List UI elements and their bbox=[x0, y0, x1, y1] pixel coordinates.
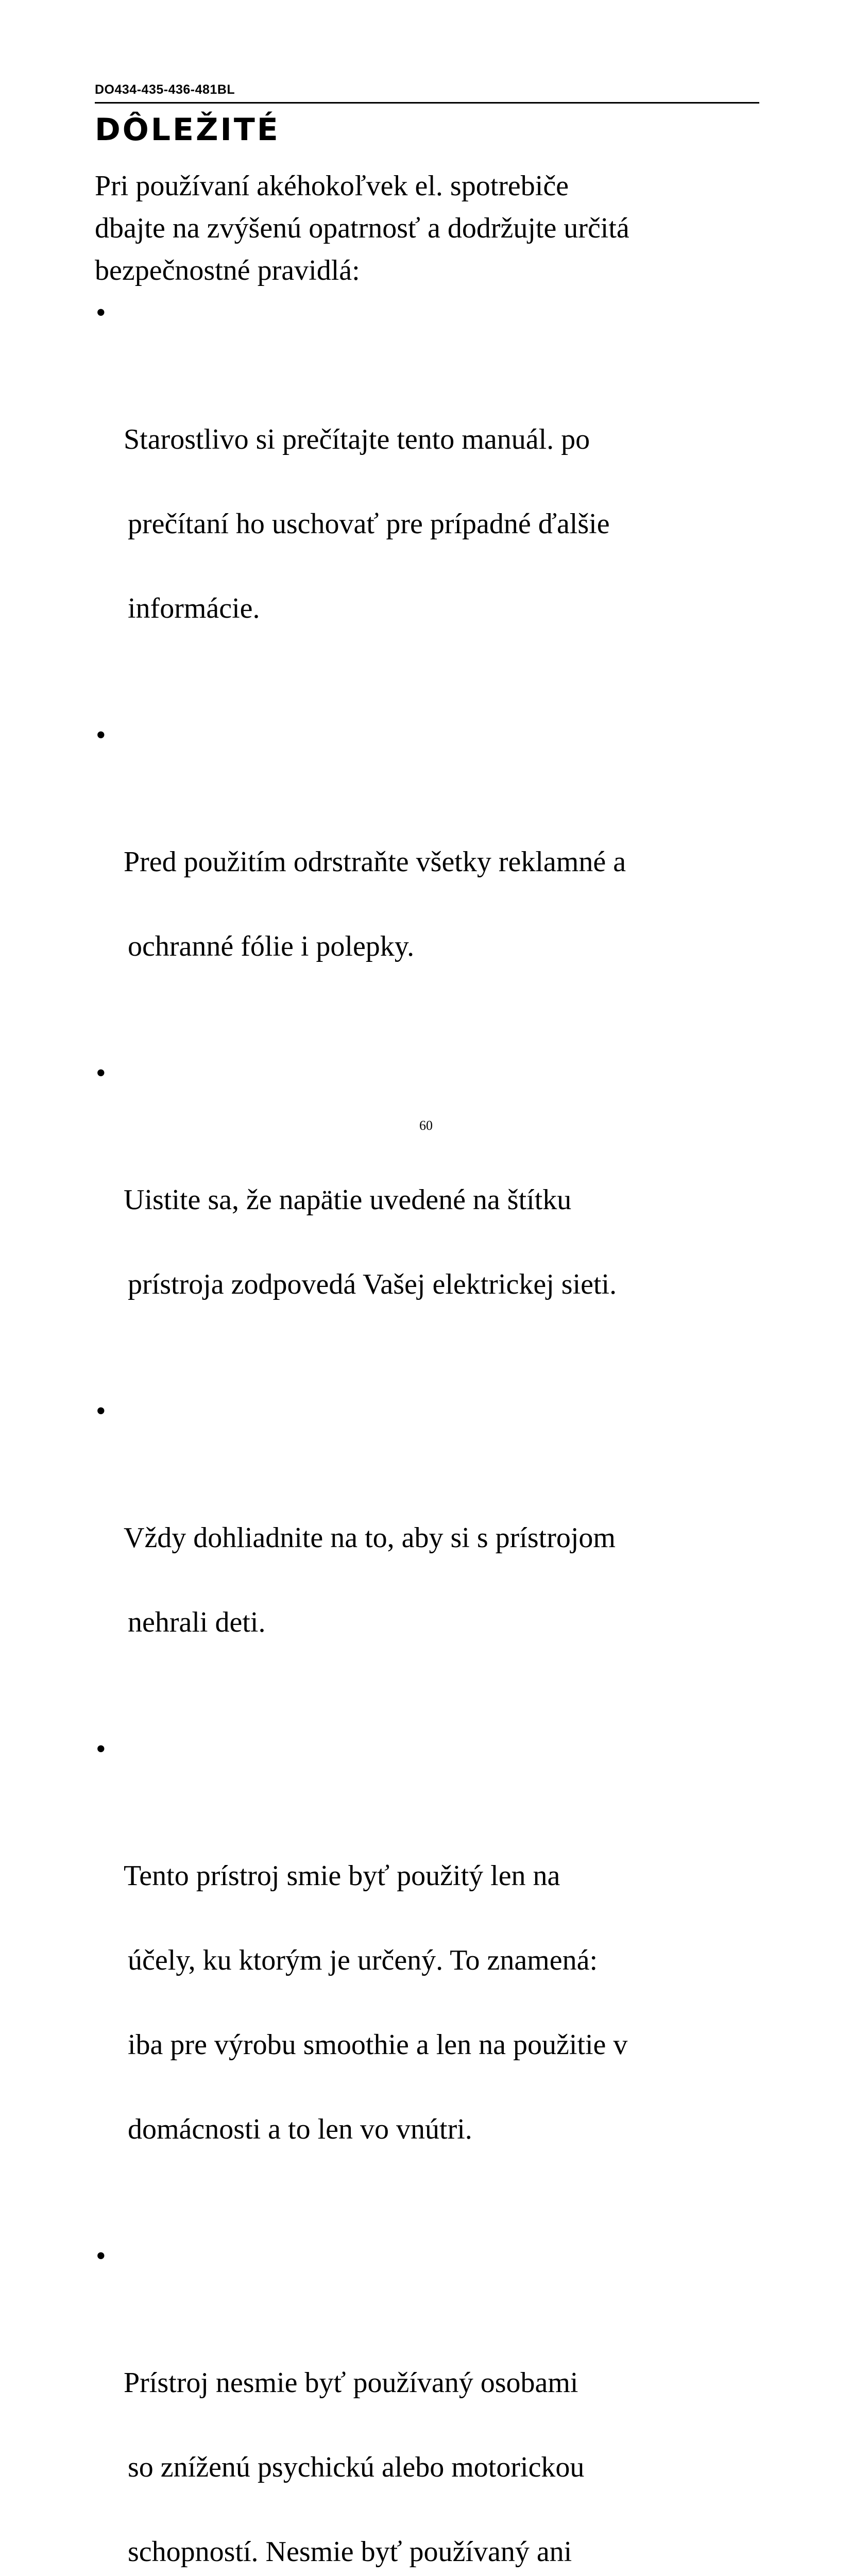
header-rule bbox=[95, 102, 759, 104]
list-item-line: Pred použitím odrstraňte všetky reklamné a bbox=[124, 846, 626, 878]
list-item-line: prístroja zodpovedá Vašej elektrickej sieti. bbox=[128, 1268, 617, 1300]
list-item-line: nehrali deti. bbox=[128, 1606, 266, 1638]
bullet: • bbox=[96, 297, 106, 329]
list-item bbox=[95, 292, 764, 714]
list-item bbox=[95, 714, 764, 1052]
list-item-line: Vždy dohliadnite na to, aby si s prístrojom bbox=[124, 1522, 616, 1554]
model-code: DO434-435-436-481BL bbox=[95, 82, 235, 97]
list-item-line: so zníženú psychickú alebo motorickou bbox=[128, 2451, 585, 2483]
intro-paragraph: Pri používaní akéhokoľvek el. spotrebiče dbajte na zvýšenú opatrnosť a dodržujte určitá bezpečnostné pravidlá: bbox=[95, 170, 629, 286]
list-item-line: Prístroj nesmie byť používaný osobami bbox=[124, 2367, 578, 2399]
page-title: DÔLEŽITÉ bbox=[95, 112, 280, 148]
list-item-line: iba pre výrobu smoothie a len na použitie v bbox=[128, 2029, 628, 2061]
list-item-text bbox=[124, 1475, 764, 1686]
list-item-line: prečítaní ho uschovať pre prípadné ďalšie bbox=[128, 508, 610, 540]
list-item-line: domácnosti a to len vo vnútri. bbox=[128, 2113, 472, 2145]
list-item-line: ochranné fólie i polepky. bbox=[128, 930, 415, 962]
list-item bbox=[95, 1390, 764, 1728]
list-item-line: informácie. bbox=[128, 592, 260, 624]
bullet: • bbox=[96, 719, 106, 751]
list-item-text bbox=[124, 376, 764, 672]
list-item bbox=[95, 1728, 764, 2235]
content bbox=[95, 165, 764, 2576]
page-number: 60 bbox=[419, 1118, 433, 1133]
bullet: • bbox=[96, 1057, 106, 1089]
list-item-line: Tento prístroj smie byť použitý len na bbox=[124, 1860, 560, 1892]
bullet: • bbox=[96, 2240, 106, 2272]
list-item bbox=[95, 2235, 764, 2576]
list-item-text bbox=[124, 2319, 764, 2576]
list-item-text bbox=[124, 799, 764, 1010]
list-item-line: schopností. Nesmie byť používaný ani bbox=[128, 2536, 572, 2568]
bullet: • bbox=[96, 1395, 106, 1427]
list-item-line: účely, ku ktorým je určený. To znamená: bbox=[128, 1944, 598, 1976]
list-item bbox=[95, 1052, 764, 1390]
list-item-line: Starostlivo si prečítajte tento manuál. po bbox=[124, 423, 590, 455]
list-item-line: Uistite sa, že napätie uvedené na štítku bbox=[124, 1184, 572, 1216]
list-item-text bbox=[124, 1137, 764, 1348]
bullet: • bbox=[96, 1733, 106, 1765]
list-item-text bbox=[124, 1812, 764, 2193]
safety-list bbox=[95, 292, 764, 2576]
